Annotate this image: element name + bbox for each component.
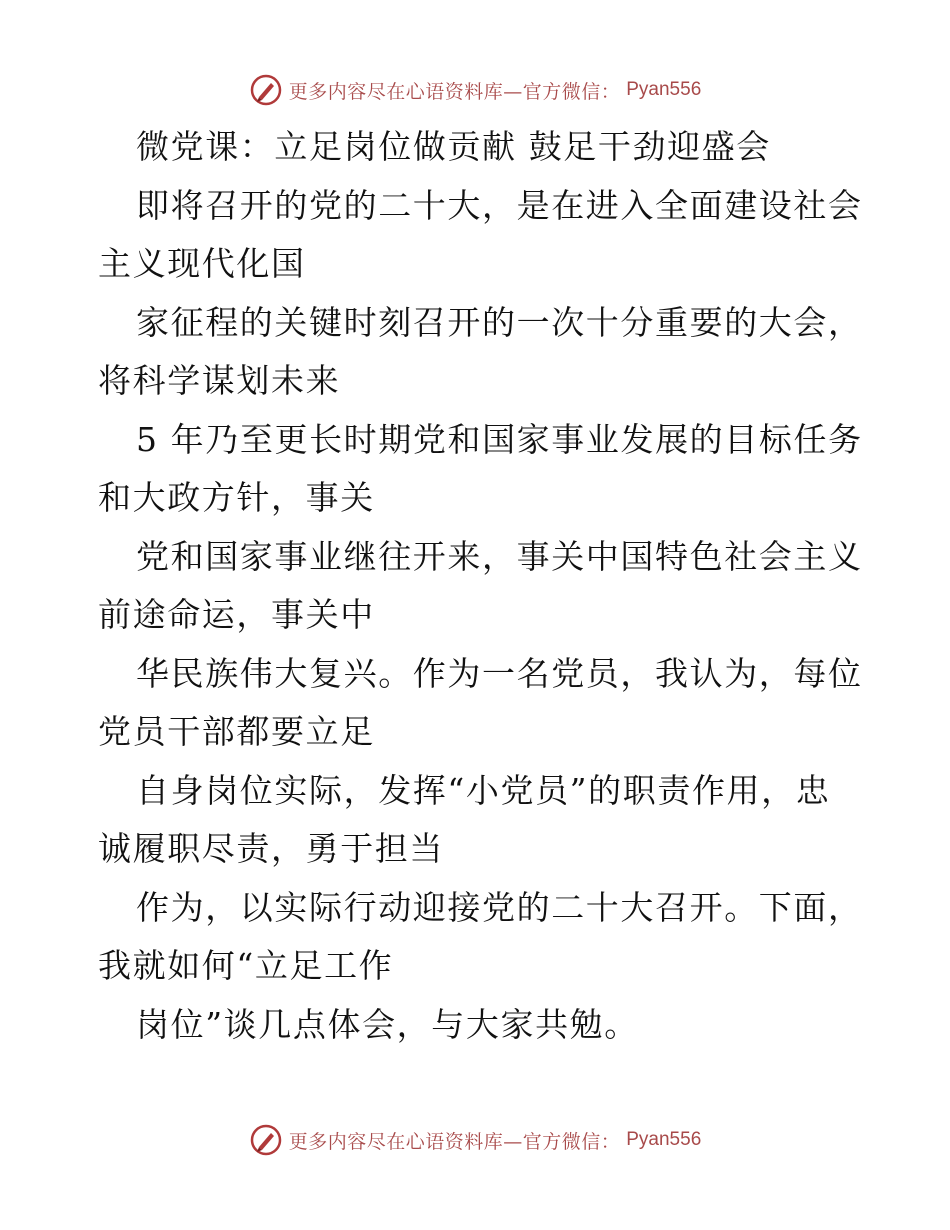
document-body (98, 118, 863, 1054)
paragraph-line: 作为，以实际行动迎接党的二十大召开。下面， (136, 887, 863, 927)
watermark-text: 更多内容尽在心语资料库—官方微信： (288, 1130, 621, 1153)
paragraph-line: 岗位”谈几点体会，与大家共勉。 (136, 1004, 639, 1044)
paragraph-line: 前途命运，事关中 (98, 595, 375, 634)
paragraph-line: 即将召开的党的二十大，是在进入全面建设社会 (136, 185, 863, 225)
paragraph-line: 自身岗位实际，发挥“小党员”的职责作用，忠 (136, 770, 831, 810)
paragraph-line: 我就如何“立足工作 (98, 946, 394, 985)
paragraph-line: 主义现代化国 (98, 244, 306, 283)
pen-logo-icon (249, 1123, 283, 1157)
watermark-wechat-id: Pyan556 (626, 79, 702, 100)
header-watermark (0, 70, 950, 110)
paragraph-line: 将科学谋划未来 (98, 361, 341, 400)
paragraph-line: 党和国家事业继往开来，事关中国特色社会主义 (136, 536, 863, 576)
paragraph-line: 家征程的关键时刻召开的一次十分重要的大会， (136, 302, 863, 342)
document-title: 微党课：立足岗位做贡献 鼓足干劲迎盛会 (136, 127, 771, 166)
footer-watermark (0, 1120, 950, 1160)
paragraph-line: 诚履职尽责，勇于担当 (98, 829, 444, 868)
paragraph-line: 和大政方针，事关 (98, 478, 375, 517)
watermark-wechat-id: Pyan556 (626, 1129, 702, 1150)
paragraph-line: 华民族伟大复兴。作为一名党员，我认为，每位 (136, 653, 863, 693)
paragraph-line: 党员干部都要立足 (98, 712, 375, 751)
watermark-text: 更多内容尽在心语资料库—官方微信： (288, 80, 621, 103)
paragraph-line: 5 年乃至更长时期党和国家事业发展的目标任务 (136, 419, 863, 459)
pen-logo-icon (249, 73, 283, 107)
